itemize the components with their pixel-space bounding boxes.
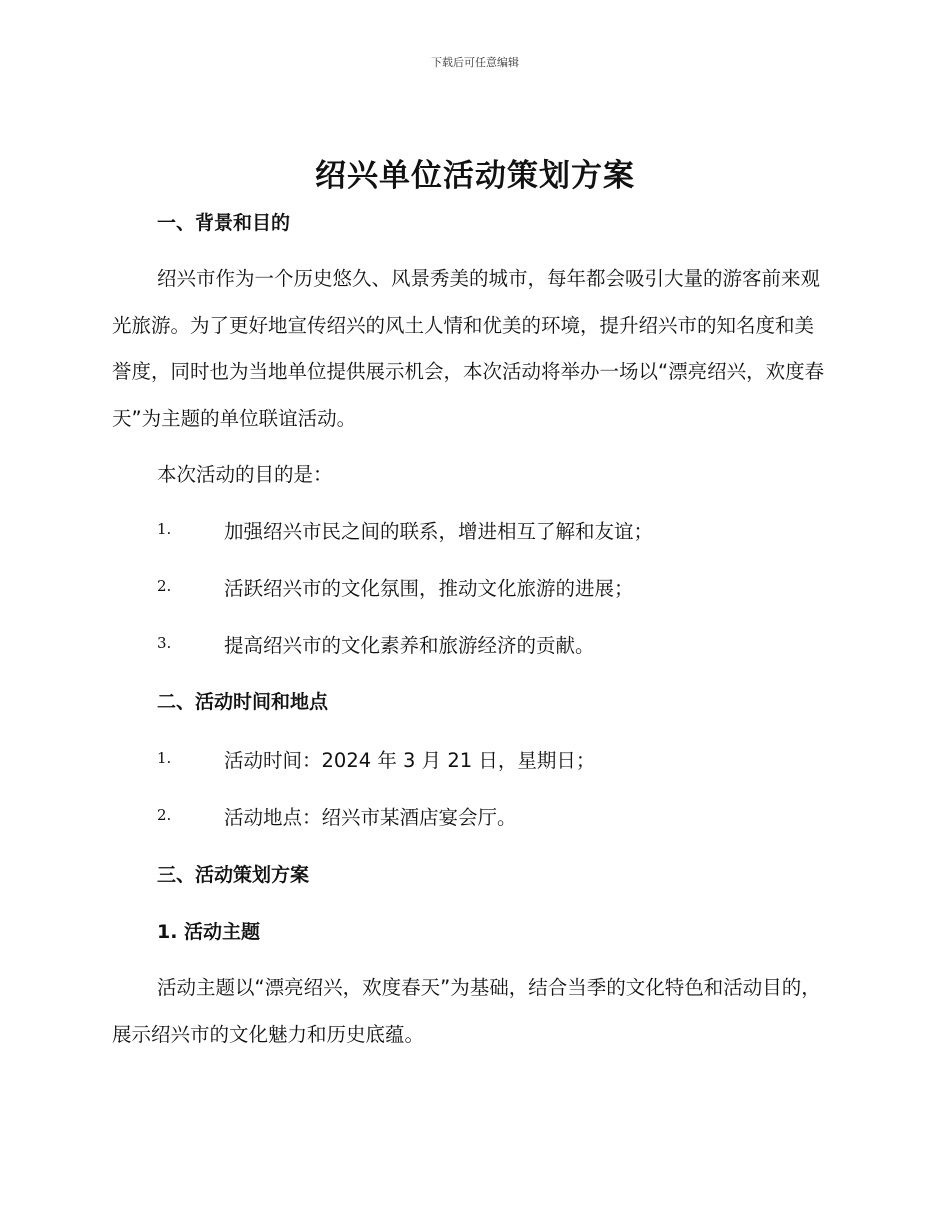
list-item-text: 提高绍兴市的文化素养和旅游经济的贡献。 [224, 634, 595, 657]
section-heading-time-place: 二、活动时间和地点 [157, 691, 329, 713]
theme-paragraph-text: 活动主题以“漂亮绍兴，欢度春天”为基础，结合当季的文化特色和活动目的，展示绍兴市的文化魅力和历史底蕴。 [112, 976, 821, 1046]
document-title: 绍兴单位活动策划方案 [315, 158, 635, 194]
subheading-theme: 1. 活动主题 [157, 921, 261, 943]
header-note: 下载后可任意编辑 [431, 56, 519, 69]
list-number: 2. [157, 806, 172, 824]
theme-paragraph [112, 965, 832, 1058]
goal-intro: 本次活动的目的是： [157, 463, 333, 486]
list-item-text: 活动地点：绍兴市某酒店宴会厅。 [224, 806, 517, 829]
list-number: 3. [157, 634, 172, 652]
background-paragraph [112, 256, 832, 442]
list-item-text: 加强绍兴市民之间的联系，增进相互了解和友谊； [224, 520, 654, 543]
background-paragraph-text: 绍兴市作为一个历史悠久、风景秀美的城市，每年都会吸引大量的游客前来观光旅游。为了更好地宣传绍兴的风土人情和优美的环境，提升绍兴市的知名度和美誉度，同时也为当地单位提供展示机会，本次活动将举办一场以“漂亮绍兴，欢度春天”为主题的单位联谊活动。 [112, 267, 825, 430]
list-number: 1. [157, 749, 172, 767]
list-item-text: 活动时间：2024 年 3 月 21 日，星期日； [224, 749, 596, 772]
list-number: 2. [157, 577, 172, 595]
section-heading-plan: 三、活动策划方案 [157, 864, 310, 886]
list-number: 1. [157, 520, 172, 538]
section-heading-background: 一、背景和目的 [157, 212, 291, 234]
list-item-text: 活跃绍兴市的文化氛围，推动文化旅游的进展； [224, 577, 634, 600]
